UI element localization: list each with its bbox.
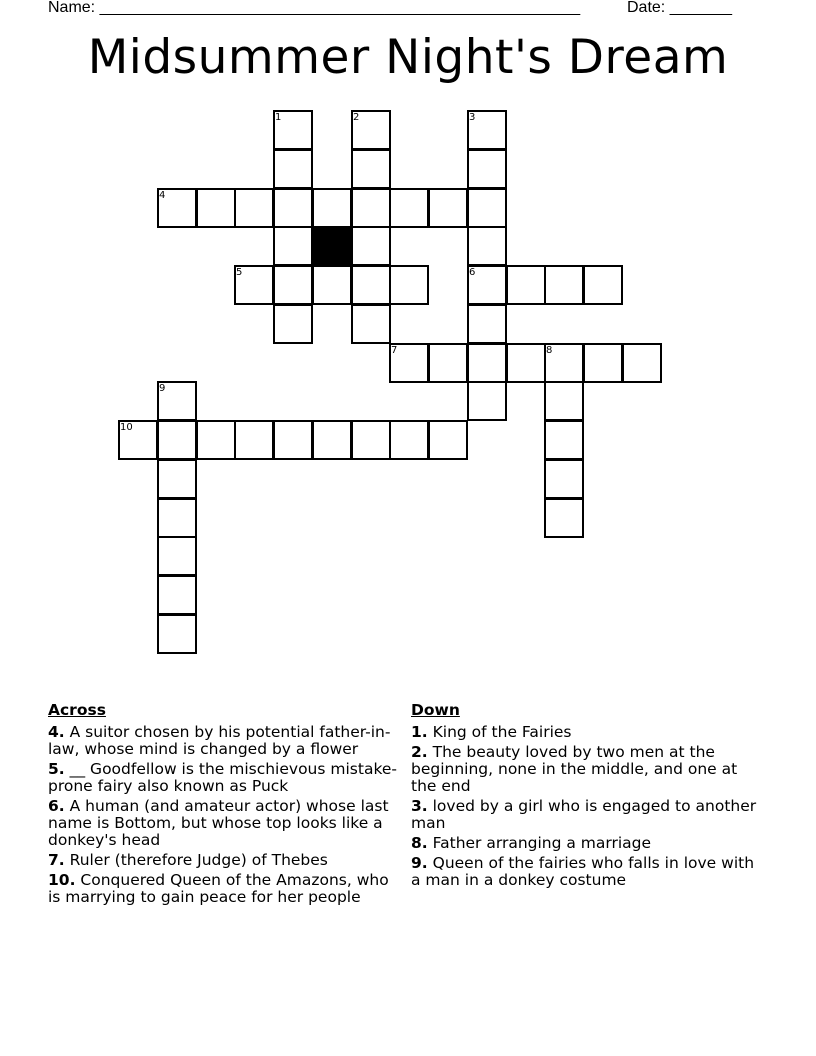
clue-number-label: 3 (469, 112, 476, 123)
grid-cell (544, 498, 584, 538)
grid-cell (428, 188, 468, 228)
grid-cell (467, 304, 507, 344)
grid-cell (312, 265, 352, 305)
name-field: Name: ______________________________________________________ (48, 0, 581, 16)
grid-cell (467, 188, 507, 228)
clue-number: 2. (411, 743, 428, 761)
clue-number: 8. (411, 834, 428, 852)
grid-cell (234, 188, 274, 228)
clue-number: 9. (411, 854, 428, 872)
grid-cell (273, 304, 313, 344)
grid-cell (467, 343, 507, 383)
clue-number-label: 4 (159, 190, 166, 201)
clue-number-label: 6 (469, 267, 476, 278)
clue-across-10 (48, 872, 400, 906)
grid-cell (157, 459, 197, 499)
grid-cell (157, 498, 197, 538)
across-heading: Across (48, 701, 106, 719)
grid-cell (351, 304, 391, 344)
clue-number-label: 1 (275, 112, 282, 123)
grid-cell (389, 265, 429, 305)
grid-cell (583, 265, 623, 305)
clue-across-7 (48, 852, 400, 869)
grid-cell (467, 381, 507, 421)
clue-text: Ruler (therefore Judge) of Thebes (69, 851, 328, 869)
grid-cell (273, 420, 313, 460)
clue-down-1 (411, 724, 761, 741)
grid-cell (544, 459, 584, 499)
grid-cell (157, 575, 197, 615)
clue-text: A human (and amateur actor) whose last name is Bottom, but whose top looks like a donkey's head (48, 797, 389, 849)
grid-cell (351, 226, 391, 266)
clue-text: A suitor chosen by his potential father-in-law, whose mind is changed by a flower (48, 723, 391, 758)
clue-number: 4. (48, 723, 65, 741)
grid-cell (351, 149, 391, 189)
clue-text: __ Goodfellow is the mischievous mistake-prone fairy also known as Puck (48, 760, 397, 795)
grid-cell (196, 188, 236, 228)
clue-number-label: 2 (353, 112, 360, 123)
grid-cell (273, 149, 313, 189)
clue-text: King of the Fairies (432, 723, 572, 741)
grid-cell (273, 226, 313, 266)
down-heading: Down (411, 701, 460, 719)
grid-cell (273, 188, 313, 228)
clue-number-label: 8 (546, 345, 553, 356)
grid-cell (157, 614, 197, 654)
grid-cell (506, 265, 546, 305)
grid-cell (622, 343, 662, 383)
grid-cell (312, 188, 352, 228)
clue-number: 7. (48, 851, 65, 869)
grid-cell (583, 343, 623, 383)
clue-across-5 (48, 761, 400, 795)
grid-cell (428, 343, 468, 383)
clue-text: Father arranging a marriage (432, 834, 652, 852)
clue-text: loved by a girl who is engaged to another man (411, 797, 757, 832)
clue-number-label: 7 (391, 345, 398, 356)
grid-cell (467, 149, 507, 189)
down-clues (411, 702, 761, 892)
clue-down-8 (411, 835, 761, 852)
clue-number: 10. (48, 871, 76, 889)
clue-text: The beauty loved by two men at the beginning, none in the middle, and one at the end (411, 743, 738, 795)
grid-cell (351, 420, 391, 460)
grid-cell (467, 226, 507, 266)
grid-cell (544, 420, 584, 460)
clue-across-4 (48, 724, 400, 758)
clue-down-9 (411, 855, 761, 889)
grid-cell (234, 420, 274, 460)
grid-cell (351, 188, 391, 228)
clue-down-2 (411, 744, 761, 795)
clue-number: 3. (411, 797, 428, 815)
grid-cell (157, 536, 197, 576)
grid-cell (506, 343, 546, 383)
clue-number: 6. (48, 797, 65, 815)
grid-cell (157, 420, 197, 460)
black-square (312, 226, 352, 266)
grid-cell (389, 420, 429, 460)
across-clues (48, 702, 400, 909)
clue-number: 1. (411, 723, 428, 741)
clue-number-label: 9 (159, 383, 166, 394)
grid-cell (273, 265, 313, 305)
grid-cell (389, 188, 429, 228)
clue-text: Queen of the fairies who falls in love with a man in a donkey costume (411, 854, 755, 889)
grid-cell (196, 420, 236, 460)
clue-number-label: 5 (236, 267, 243, 278)
grid-cell (544, 265, 584, 305)
grid-cell (544, 381, 584, 421)
grid-cell (351, 265, 391, 305)
grid-cell (312, 420, 352, 460)
page-title: Midsummer Night's Dream (87, 30, 729, 85)
date-field: Date: _______ (627, 0, 732, 16)
clue-number-label: 10 (120, 422, 133, 433)
grid-cell (428, 420, 468, 460)
clue-text: Conquered Queen of the Amazons, who is marrying to gain peace for her people (48, 871, 389, 906)
clue-down-3 (411, 798, 761, 832)
clue-across-6 (48, 798, 400, 849)
clue-number: 5. (48, 760, 65, 778)
